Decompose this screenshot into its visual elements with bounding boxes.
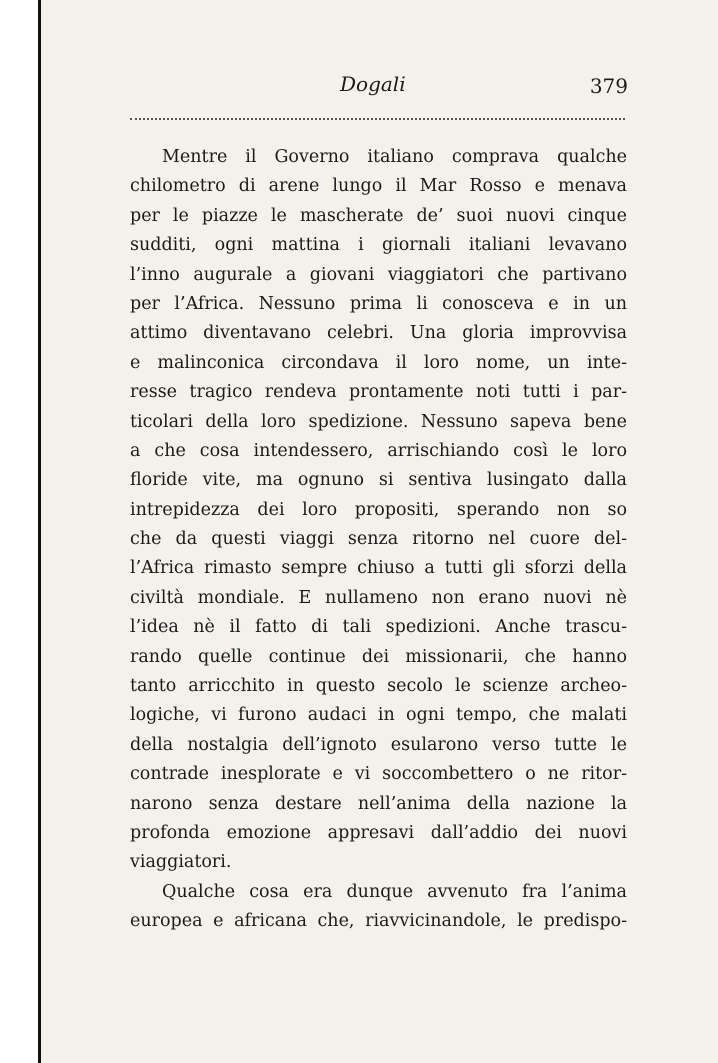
text-line: resse tragico rendeva prontamente noti tutti i par-: [130, 382, 627, 403]
text-line: logiche, vi furono audaci in ogni tempo, che malati: [130, 705, 627, 726]
text-line: profonda emozione appresavi dall’addio dei nuovi: [130, 822, 627, 843]
running-title: Dogali: [340, 72, 406, 96]
text-line: narono senza destare nell’anima della nazione la: [130, 793, 627, 814]
text-line: sudditi, ogni mattina i giornali italiani levavano: [130, 235, 627, 256]
binding-edge-line: [38, 0, 41, 1063]
text-line: intrepidezza dei loro propositi, sperando non so: [130, 499, 627, 520]
text-line: rando quelle continue dei missionarii, che hanno: [130, 646, 627, 667]
paragraph-1: [130, 143, 627, 878]
text-line: tanto arricchito in questo secolo le scienze archeo-: [130, 676, 627, 697]
text-line: ticolari della loro spedizione. Nessuno sapeva bene: [130, 411, 627, 432]
body-text: [130, 143, 627, 937]
text-line: Qualche cosa era dunque avvenuto fra l’anima: [162, 881, 627, 902]
text-line: e malinconica circondava il loro nome, un inte-: [130, 352, 627, 373]
text-line: contrade inesplorate e vi soccombettero o ne ritor-: [130, 764, 627, 785]
page-binding-margin: [0, 0, 40, 1063]
text-line: della nostalgia dell’ignoto esularono verso tutte le: [130, 734, 627, 755]
text-line: viaggiatori.: [130, 852, 232, 873]
text-line: chilometro di arene lungo il Mar Rosso e menava: [130, 176, 627, 197]
text-line: attimo diventavano celebri. Una gloria improvvisa: [130, 323, 627, 344]
text-line: europea e africana che, riavvicinandole, le predispo-: [130, 911, 627, 932]
text-line: per le piazze le mascherate de’ suoi nuovi cinque: [130, 205, 627, 226]
text-line: l’Africa rimasto sempre chiuso a tutti gli sforzi della: [130, 558, 627, 579]
page-header: [130, 72, 628, 106]
text-line: l’idea nè il fatto di tali spedizioni. Anche trascu-: [130, 617, 627, 638]
header-rule: [130, 118, 625, 120]
text-line: floride vite, ma ognuno si sentiva lusingato dalla: [130, 470, 627, 491]
text-line: che da questi viaggi senza ritorno nel cuore del-: [130, 529, 627, 550]
text-line: civiltà mondiale. E nullameno non erano nuovi nè: [130, 587, 627, 608]
page-number: 379: [589, 74, 628, 98]
text-line: Mentre il Governo italiano comprava qualche: [162, 147, 627, 167]
text-line: per l’Africa. Nessuno prima li conosceva e in un: [130, 293, 627, 314]
text-line: a che cosa intendessero, arrischiando così le loro: [130, 440, 627, 461]
text-line: l’inno augurale a giovani viaggiatori che partivano: [130, 264, 627, 285]
paragraph-2: [130, 878, 627, 937]
